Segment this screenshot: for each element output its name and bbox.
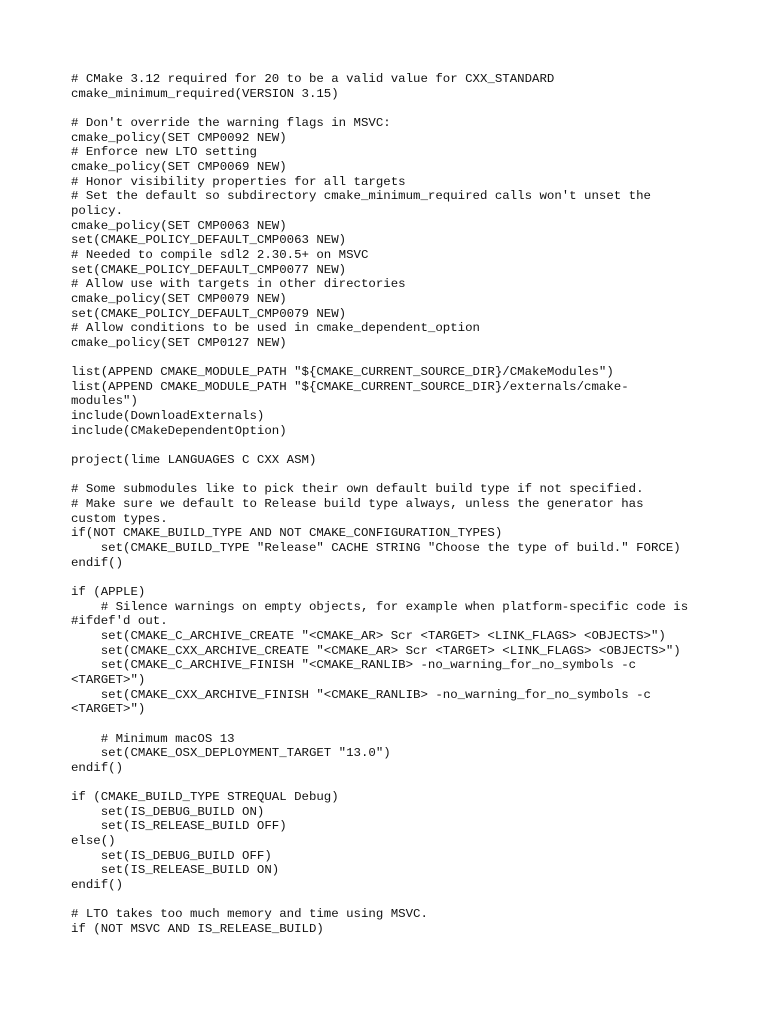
code-line: include(DownloadExternals) (71, 409, 265, 424)
code-line: # CMake 3.12 required for 20 to be a valid value for CXX_STANDARD (71, 72, 555, 86)
code-line: # Enforce new LTO setting (71, 145, 257, 160)
code-line: if (APPLE) (71, 584, 146, 599)
code-line: set(IS_RELEASE_BUILD OFF) (71, 819, 287, 834)
code-line: # Allow use with targets in other directories (71, 277, 406, 292)
code-line: # Allow conditions to be used in cmake_dependent_option (71, 321, 480, 336)
code-line: # Some submodules like to pick their own default build type if not specified. (71, 482, 644, 497)
code-line: if (CMAKE_BUILD_TYPE STREQUAL Debug) (71, 790, 339, 805)
code-line: else() (71, 834, 116, 849)
code-line: cmake_minimum_required(VERSION 3.15) (71, 86, 339, 101)
code-line: set(IS_DEBUG_BUILD OFF) (71, 848, 272, 863)
code-line: set(CMAKE_CXX_ARCHIVE_CREATE "<CMAKE_AR> Scr <TARGET> <LINK_FLAGS> <OBJECTS>") (71, 643, 681, 658)
code-line: endif() (71, 760, 124, 775)
blank-line (71, 893, 761, 908)
code-line: if(NOT CMAKE_BUILD_TYPE AND NOT CMAKE_CONFIGURATION_TYPES) (71, 526, 503, 541)
code-line: <TARGET>") (71, 702, 146, 717)
blank-line (71, 776, 761, 791)
code-line: # Don't override the warning flags in MSVC: (71, 115, 391, 130)
code-line: list(APPEND CMAKE_MODULE_PATH "${CMAKE_CURRENT_SOURCE_DIR}/externals/cmake- (71, 379, 629, 394)
code-line: list(APPEND CMAKE_MODULE_PATH "${CMAKE_CURRENT_SOURCE_DIR}/CMakeModules") (71, 365, 614, 380)
code-line: # Minimum macOS 13 (71, 731, 235, 746)
code-line: policy. (71, 203, 124, 218)
code-line: # LTO takes too much memory and time using MSVC. (71, 907, 428, 922)
code-line: cmake_policy(SET CMP0092 NEW) (71, 130, 287, 145)
code-line: set(CMAKE_C_ARCHIVE_CREATE "<CMAKE_AR> Scr <TARGET> <LINK_FLAGS> <OBJECTS>") (71, 628, 666, 643)
code-line: endif() (71, 555, 124, 570)
code-line: set(CMAKE_POLICY_DEFAULT_CMP0063 NEW) (71, 233, 347, 248)
code-line: set(CMAKE_CXX_ARCHIVE_FINISH "<CMAKE_RANLIB> -no_warning_for_no_symbols -c (71, 687, 651, 702)
code-line: # Silence warnings on empty objects, for example when platform-specific code is (71, 599, 689, 614)
code-line: # Make sure we default to Release build type always, unless the generator has (71, 497, 644, 512)
code-line: cmake_policy(SET CMP0069 NEW) (71, 159, 287, 174)
code-line: set(CMAKE_OSX_DEPLOYMENT_TARGET "13.0") (71, 746, 391, 761)
code-line: set(IS_RELEASE_BUILD ON) (71, 863, 280, 878)
code-line: cmake_policy(SET CMP0127 NEW) (71, 335, 287, 350)
code-line: set(CMAKE_C_ARCHIVE_FINISH "<CMAKE_RANLIB> -no_warning_for_no_symbols -c (71, 658, 637, 673)
blank-line (71, 570, 761, 585)
code-line: if (NOT MSVC AND IS_RELEASE_BUILD) (71, 922, 324, 937)
code-line: cmake_policy(SET CMP0063 NEW) (71, 218, 287, 233)
code-line: set(IS_DEBUG_BUILD ON) (71, 804, 265, 819)
blank-line (71, 438, 761, 453)
code-line: # Honor visibility properties for all targets (71, 174, 406, 189)
blank-line (71, 101, 761, 116)
code-line: modules") (71, 394, 138, 409)
blank-line (71, 717, 761, 732)
code-line: # Set the default so subdirectory cmake_minimum_required calls won't unset the (71, 189, 651, 204)
blank-line (71, 350, 761, 365)
code-line: <TARGET>") (71, 672, 146, 687)
code-listing (71, 72, 761, 937)
code-line: cmake_policy(SET CMP0079 NEW) (71, 291, 287, 306)
code-line: set(CMAKE_BUILD_TYPE "Release" CACHE STRING "Choose the type of build." FORCE) (71, 541, 681, 555)
code-line: # Needed to compile sdl2 2.30.5+ on MSVC (71, 247, 369, 262)
code-line: set(CMAKE_POLICY_DEFAULT_CMP0077 NEW) (71, 262, 347, 277)
code-line: #ifdef'd out. (71, 614, 168, 629)
code-line: custom types. (71, 511, 168, 526)
code-line: project(lime LANGUAGES C CXX ASM) (71, 453, 317, 468)
code-line: endif() (71, 878, 124, 893)
code-line: include(CMakeDependentOption) (71, 423, 287, 438)
code-line: set(CMAKE_POLICY_DEFAULT_CMP0079 NEW) (71, 306, 347, 321)
blank-line (71, 468, 761, 483)
